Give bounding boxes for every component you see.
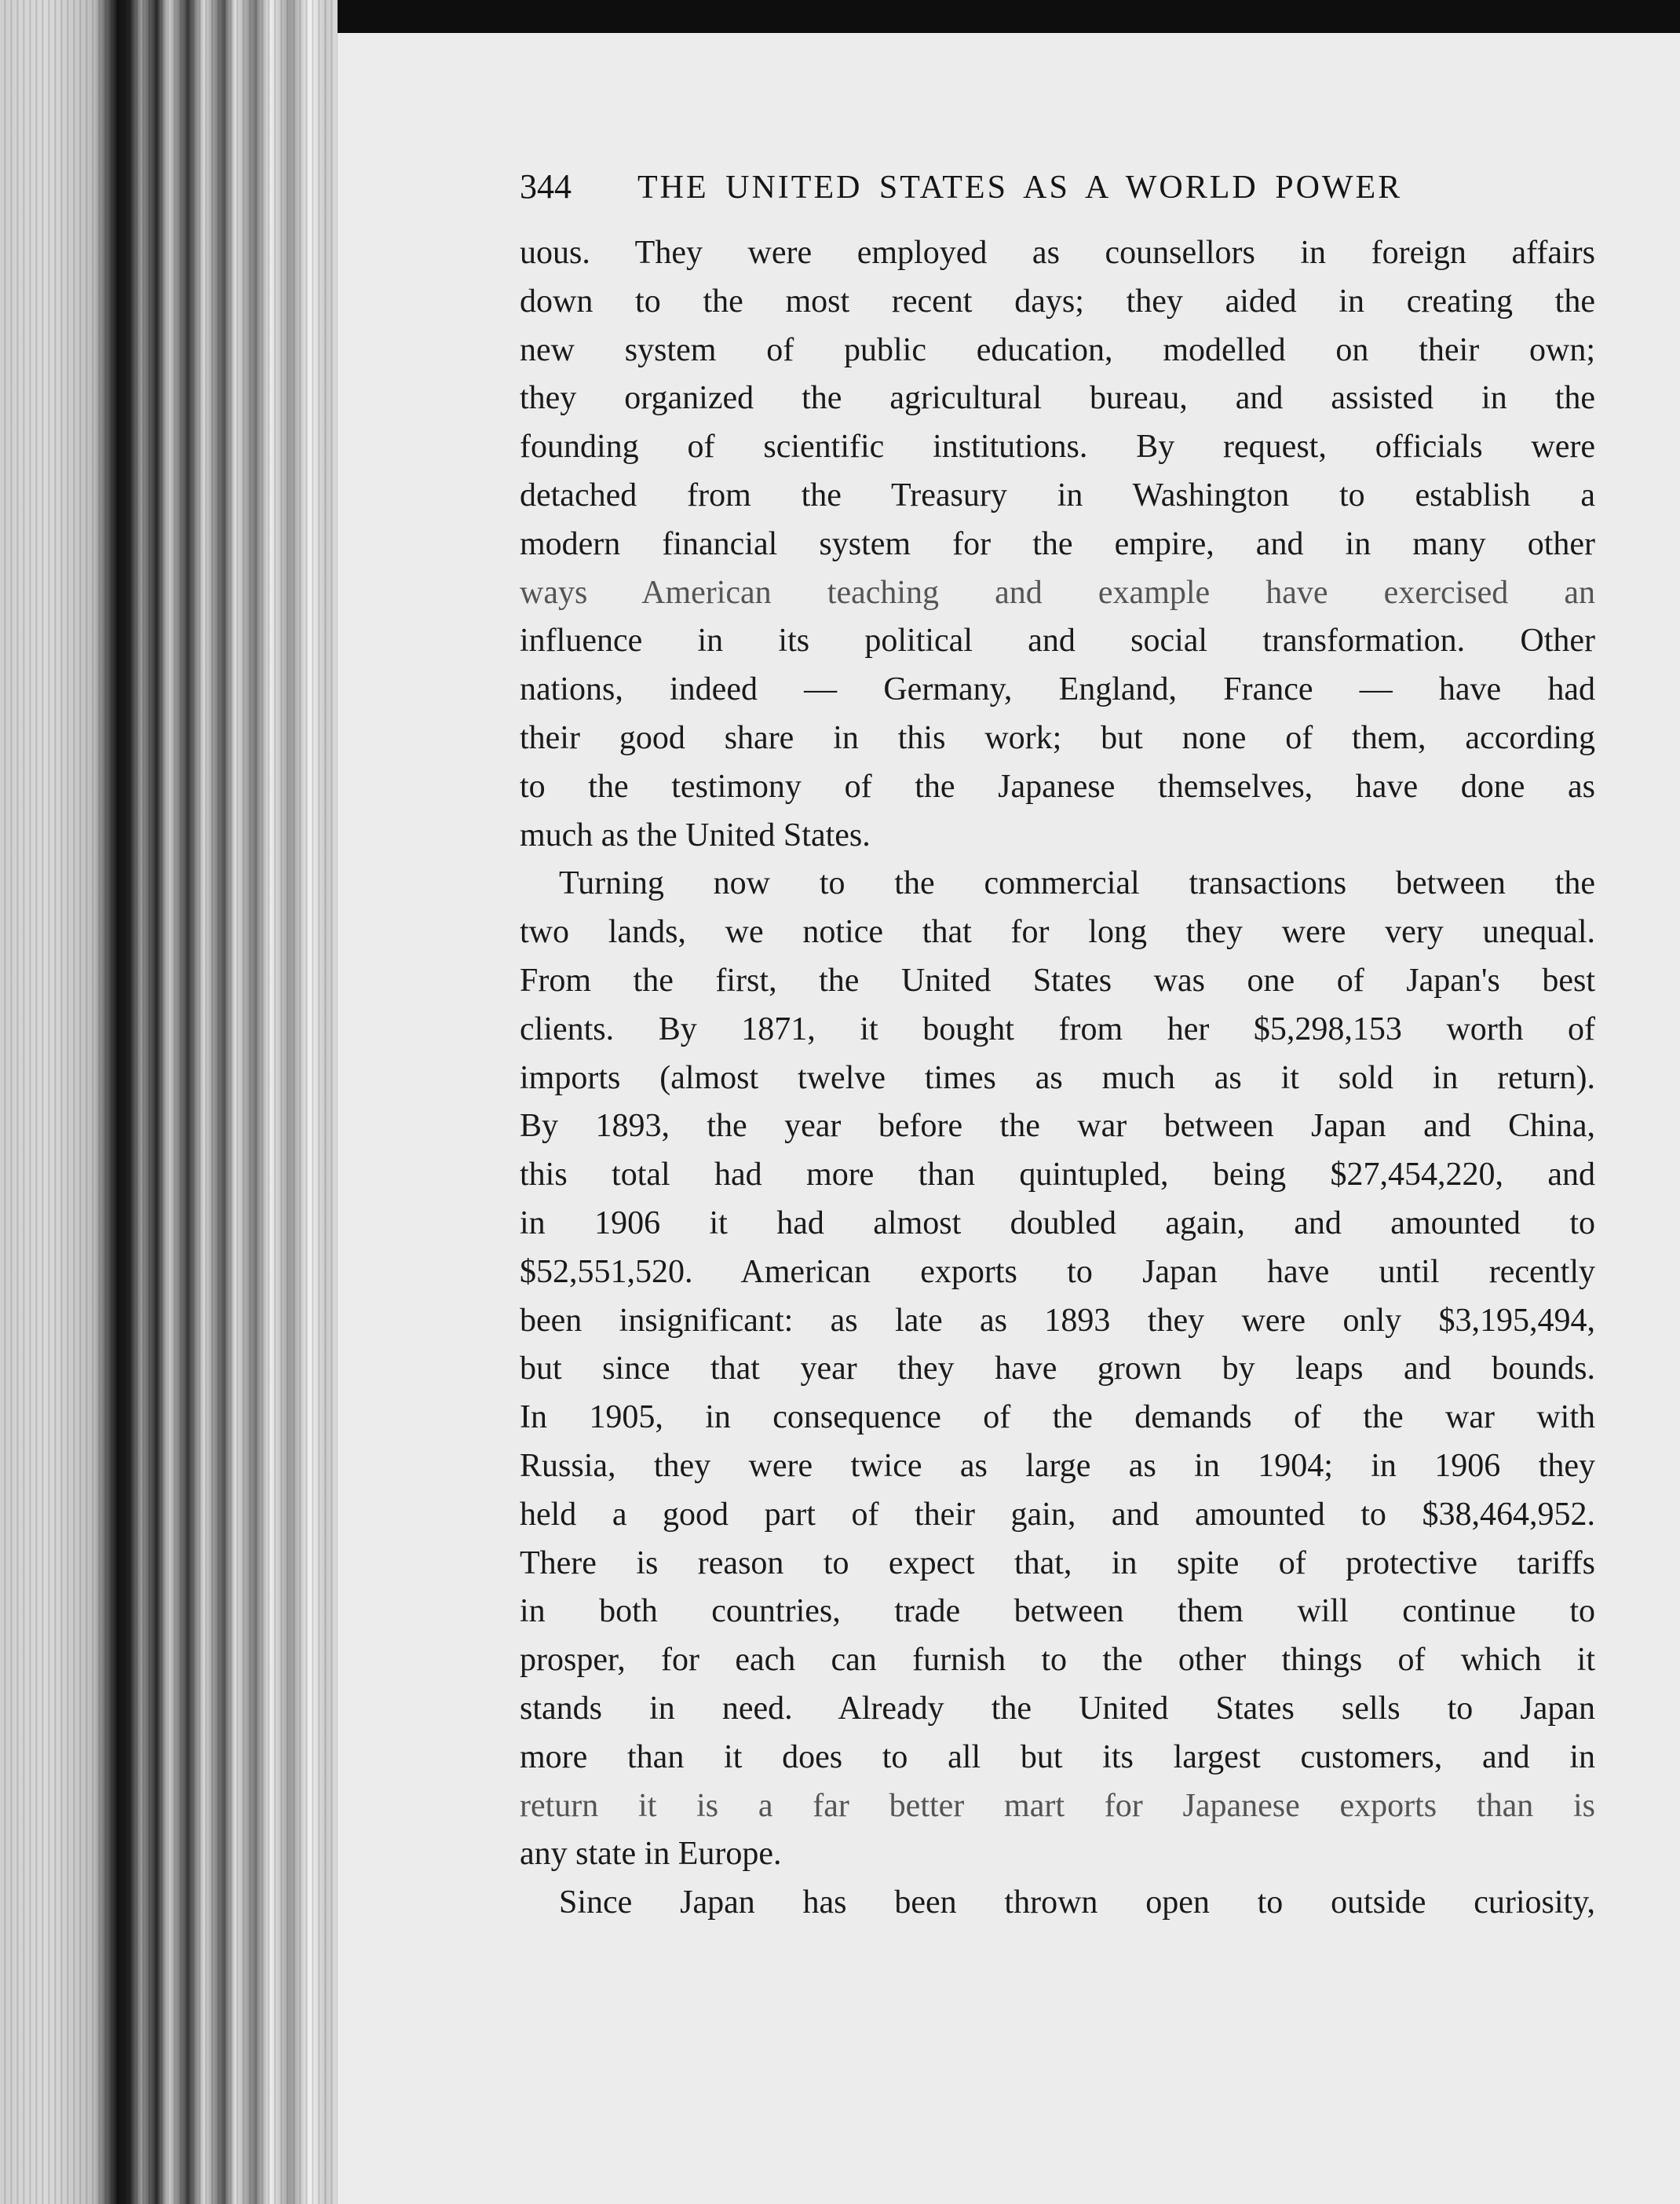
book-page <box>338 33 1680 2204</box>
text-line: modern financial system for the empire, and in many other <box>520 525 1595 562</box>
book-page-edges <box>0 0 338 2204</box>
page-content <box>520 166 1595 1928</box>
text-line: In 1905, in consequence of the demands of the war with <box>520 1399 1595 1436</box>
running-head-title: THE UNITED STATES AS A WORLD POWER <box>637 170 1403 206</box>
text-line: prosper, for each can furnish to the other things of which it <box>520 1642 1595 1679</box>
text-line: Russia, they were twice as large as in 1904; in 1906 they <box>520 1447 1595 1484</box>
text-line: down to the most recent days; they aided in creating the <box>520 283 1595 320</box>
running-head <box>520 166 1595 215</box>
text-line: nations, indeed — Germany, England, France — have had <box>520 671 1595 708</box>
text-line: their good share in this work; but none of them, according <box>520 719 1595 756</box>
text-line: held a good part of their gain, and amounted to $38,464,952. <box>520 1496 1595 1533</box>
text-line: two lands, we notice that for long they were very unequal. <box>520 914 1595 951</box>
text-line: in both countries, trade between them will continue to <box>520 1593 1595 1630</box>
text-line: $52,551,520. American exports to Japan have until recently <box>520 1253 1595 1290</box>
text-line: in 1906 it had almost doubled again, and amounted to <box>520 1204 1595 1241</box>
text-line: By 1893, the year before the war between Japan and China, <box>520 1108 1595 1145</box>
text-line: to the testimony of the Japanese themselves, have done as <box>520 768 1595 805</box>
text-line: this total had more than quintupled, being $27,454,220, and <box>520 1157 1595 1193</box>
text-line: founding of scientific institutions. By request, officials were <box>520 429 1595 466</box>
text-line: stands in need. Already the United States sells to Japan <box>520 1690 1595 1727</box>
text-line: Turning now to the commercial transactions between the <box>559 865 1595 902</box>
body-text <box>520 229 1595 1928</box>
text-line: clients. By 1871, it bought from her $5,298,153 worth of <box>520 1011 1595 1047</box>
text-line: but since that year they have grown by leaps and bounds. <box>520 1351 1595 1387</box>
text-line: more than it does to all but its largest customers, and in <box>520 1738 1595 1775</box>
page-number: 344 <box>520 167 572 206</box>
text-line: From the first, the United States was one of Japan's best <box>520 962 1595 999</box>
text-line: There is reason to expect that, in spite of protective tariffs <box>520 1544 1595 1581</box>
text-line: been insignificant: as late as 1893 they were only $3,195,494, <box>520 1302 1595 1339</box>
text-line: much as the United States. <box>520 817 871 853</box>
text-line: Since Japan has been thrown open to outside curiosity, <box>559 1884 1595 1921</box>
text-line: imports (almost twelve times as much as it sold in return). <box>520 1059 1595 1096</box>
text-line: return it is a far better mart for Japanese exports than is <box>520 1787 1595 1824</box>
text-line: they organized the agricultural bureau, and assisted in the <box>520 380 1595 417</box>
text-line: new system of public education, modelled on their own; <box>520 331 1595 368</box>
text-line: ways American teaching and example have exercised an <box>520 574 1595 611</box>
text-line: uous. They were employed as counsellors in foreign affairs <box>520 235 1595 271</box>
text-line: any state in Europe. <box>520 1836 782 1873</box>
text-line: detached from the Treasury in Washington to establish a <box>520 477 1595 514</box>
text-line: influence in its political and social transformation. Other <box>520 623 1595 660</box>
